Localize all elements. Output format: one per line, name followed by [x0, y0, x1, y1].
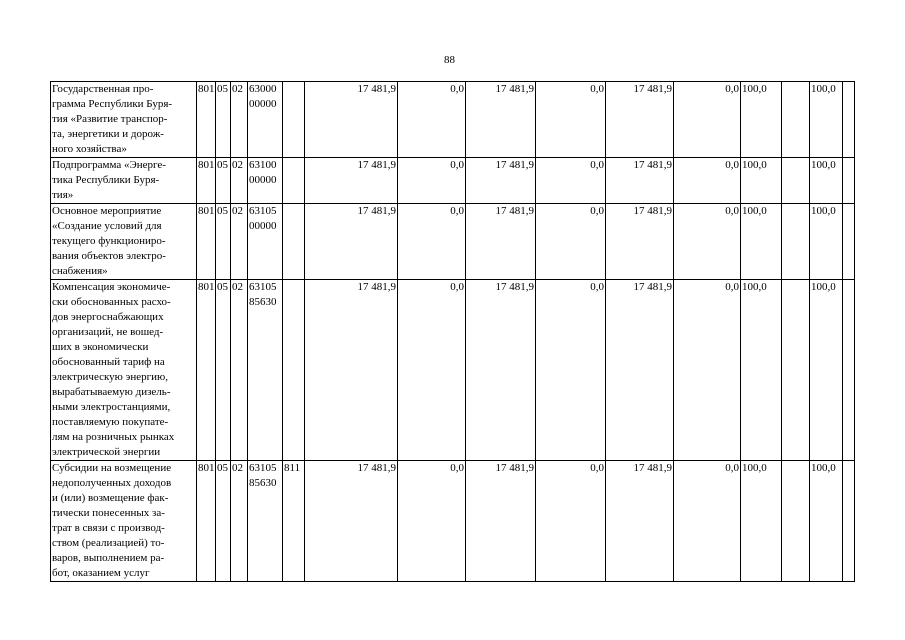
row-grbs-code: 801: [197, 280, 216, 461]
row-value-5: 17 481,9: [606, 158, 674, 204]
table-row: [51, 82, 855, 158]
table-row: [51, 158, 855, 204]
row-grbs-code: 801: [197, 158, 216, 204]
row-target-code: 63105 85630: [248, 280, 283, 461]
row-grbs-code: 801: [197, 461, 216, 582]
row-expense-type: [283, 280, 305, 461]
table-row: [51, 280, 855, 461]
row-value-5: 17 481,9: [606, 82, 674, 158]
row-value-3: 17 481,9: [466, 461, 536, 582]
row-value-6: 0,0: [674, 82, 741, 158]
row-empty-cell: [782, 158, 810, 204]
row-value-2: 0,0: [398, 82, 466, 158]
table-row: [51, 461, 855, 582]
row-empty-cell: [782, 82, 810, 158]
row-value-3: 17 481,9: [466, 204, 536, 280]
table-row: [51, 204, 855, 280]
row-subsection-code: 02: [231, 158, 248, 204]
row-empty-cell: [843, 158, 855, 204]
row-value-5: 17 481,9: [606, 204, 674, 280]
row-name: Основное мероприятие «Создание условий для текущего функциониро- вания объектов электро- снабжения»: [51, 204, 197, 280]
row-percent-2: 100,0: [810, 158, 843, 204]
row-value-6: 0,0: [674, 280, 741, 461]
row-empty-cell: [782, 280, 810, 461]
row-value-1: 17 481,9: [305, 82, 398, 158]
row-value-4: 0,0: [536, 280, 606, 461]
row-percent-1: 100,0: [741, 82, 782, 158]
row-empty-cell: [843, 280, 855, 461]
row-empty-cell: [843, 461, 855, 582]
row-section-code: 05: [216, 82, 231, 158]
row-value-1: 17 481,9: [305, 280, 398, 461]
row-percent-2: 100,0: [810, 82, 843, 158]
row-section-code: 05: [216, 280, 231, 461]
row-value-5: 17 481,9: [606, 461, 674, 582]
row-empty-cell: [843, 82, 855, 158]
row-percent-2: 100,0: [810, 280, 843, 461]
row-target-code: 63105 85630: [248, 461, 283, 582]
row-subsection-code: 02: [231, 82, 248, 158]
row-value-4: 0,0: [536, 204, 606, 280]
row-empty-cell: [843, 204, 855, 280]
row-value-6: 0,0: [674, 461, 741, 582]
row-value-2: 0,0: [398, 158, 466, 204]
row-target-code: 63100 00000: [248, 158, 283, 204]
row-value-4: 0,0: [536, 461, 606, 582]
row-section-code: 05: [216, 204, 231, 280]
row-section-code: 05: [216, 158, 231, 204]
row-value-1: 17 481,9: [305, 204, 398, 280]
row-value-6: 0,0: [674, 204, 741, 280]
row-expense-type: 811: [283, 461, 305, 582]
page-number: 88: [444, 54, 455, 66]
row-percent-1: 100,0: [741, 204, 782, 280]
row-value-5: 17 481,9: [606, 280, 674, 461]
row-empty-cell: [782, 204, 810, 280]
row-percent-1: 100,0: [741, 461, 782, 582]
row-value-4: 0,0: [536, 82, 606, 158]
row-name: Компенсация экономиче- ски обоснованных расхо- дов энергоснабжающих организаций, не вошед- ших в экономически обоснованный тариф на электрическую энергию, вырабатываемую дизель- ными электростанциями, поставляемую покупате- лям на розничных рынках электрической энергии: [51, 280, 197, 461]
row-value-3: 17 481,9: [466, 82, 536, 158]
row-value-6: 0,0: [674, 158, 741, 204]
row-target-code: 63000 00000: [248, 82, 283, 158]
row-value-2: 0,0: [398, 280, 466, 461]
row-name: Государственная про- грамма Республики Буря- тия «Развитие транспор- та, энергетики и дорож- ного хозяйства»: [51, 82, 197, 158]
row-percent-2: 100,0: [810, 461, 843, 582]
row-name: Подпрограмма «Энерге- тика Республики Буря- тия»: [51, 158, 197, 204]
row-section-code: 05: [216, 461, 231, 582]
row-percent-1: 100,0: [741, 280, 782, 461]
row-value-3: 17 481,9: [466, 158, 536, 204]
row-percent-2: 100,0: [810, 204, 843, 280]
row-name: Субсидии на возмещение недополученных доходов и (или) возмещение фак- тически понесенных за- трат в связи с производ- ством (реализацией) то- варов, выполнением ра- бот, оказанием услуг: [51, 461, 197, 582]
row-value-3: 17 481,9: [466, 280, 536, 461]
row-expense-type: [283, 82, 305, 158]
row-value-2: 0,0: [398, 461, 466, 582]
row-empty-cell: [782, 461, 810, 582]
row-subsection-code: 02: [231, 461, 248, 582]
row-percent-1: 100,0: [741, 158, 782, 204]
row-grbs-code: 801: [197, 82, 216, 158]
budget-table: [50, 81, 855, 582]
row-value-4: 0,0: [536, 158, 606, 204]
row-grbs-code: 801: [197, 204, 216, 280]
row-value-1: 17 481,9: [305, 158, 398, 204]
row-value-2: 0,0: [398, 204, 466, 280]
row-subsection-code: 02: [231, 204, 248, 280]
row-target-code: 63105 00000: [248, 204, 283, 280]
row-expense-type: [283, 158, 305, 204]
row-subsection-code: 02: [231, 280, 248, 461]
row-expense-type: [283, 204, 305, 280]
row-value-1: 17 481,9: [305, 461, 398, 582]
